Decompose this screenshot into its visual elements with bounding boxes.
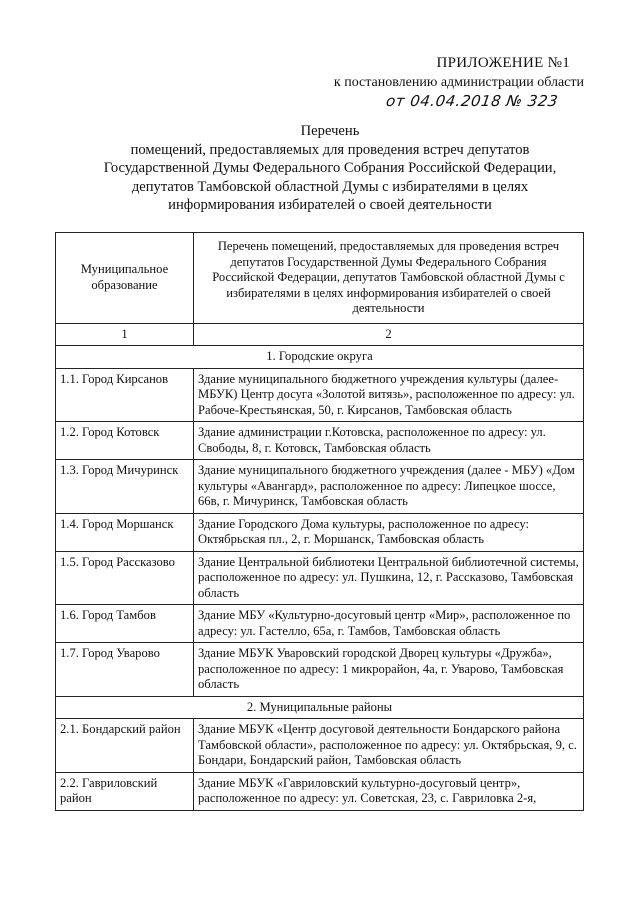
table-row: [56, 368, 584, 422]
document-title: [60, 122, 600, 215]
table-row: [56, 719, 584, 773]
premises-cell: Здание Центральной библиотеки Центральной библиотечной системы, расположенное по адресу: ул. Пушкина, 12, г. Рассказово, Тамбовская область: [194, 551, 584, 605]
municipality-cell: 1.6. Город Тамбов: [56, 605, 194, 643]
municipality-cell: 1.7. Город Уварово: [56, 643, 194, 697]
section-title: 2. Муниципальные районы: [56, 696, 584, 719]
section-row: [56, 346, 584, 369]
premises-cell: Здание МБУК «Гавриловский культурно-досуговый центр», расположенное по адресу: ул. Советская, 23, с. Гавриловка 2-я,: [194, 772, 584, 810]
appendix-block: [254, 55, 584, 110]
appendix-reference: к постановлению администрации области: [333, 75, 584, 90]
section-row: [56, 696, 584, 719]
column-number-row: [56, 323, 584, 346]
premises-cell: Здание МБУК Уваровский городской Дворец культуры «Дружба», расположенное по адресу: 1 микрорайон, 4а, г. Уварово, Тамбовская область: [194, 643, 584, 697]
table-row: [56, 643, 584, 697]
table-row: [56, 772, 584, 810]
table-row: [56, 513, 584, 551]
table-row: [56, 551, 584, 605]
municipality-cell: 1.3. Город Мичуринск: [56, 460, 194, 514]
premises-table: [55, 232, 584, 811]
table-row: [56, 605, 584, 643]
municipality-cell: 2.1. Бондарский район: [56, 719, 194, 773]
section-title: 1. Городские округа: [56, 346, 584, 369]
header-municipality: Муниципальное образование: [56, 233, 194, 324]
municipality-cell: 2.2. Гавриловский район: [56, 772, 194, 810]
title-line: помещений, предоставляемых для проведения встреч депутатов: [130, 141, 530, 158]
premises-cell: Здание муниципального бюджетного учреждения (далее - МБУ) «Дом культуры «Авангард», расположенное по адресу: Липецкое шоссе, 66в, г. Мичуринск, Тамбовская область: [194, 460, 584, 514]
premises-cell: Здание Городского Дома культуры, расположенное по адресу: Октябрьская пл., 2, г. Моршанск, Тамбовская область: [194, 513, 584, 551]
column-number: 2: [194, 323, 584, 346]
title-line: информирования избирателей о своей деятельности: [168, 197, 492, 213]
premises-cell: Здание муниципального бюджетного учреждения культуры (далее- МБУК) Центр досуга «Золотой витязь», расположенное по адресу: ул. Рабоче-Крестьянская, 50, г. Кирсанов, Тамбовская область: [194, 368, 584, 422]
municipality-cell: 1.5. Город Рассказово: [56, 551, 194, 605]
premises-cell: Здание МБУ «Культурно-досуговый центр «Мир», расположенное по адресу: ул. Гастелло, 65а, г. Тамбов, Тамбовская область: [194, 605, 584, 643]
municipality-cell: 1.4. Город Моршанск: [56, 513, 194, 551]
header-premises: Перечень помещений, предоставляемых для проведения встреч депутатов Государственной Думы Федерального Собрания Российской Федерации, депутатов Тамбовской областной Думы с избирателями в целях информирования избирателей о своей деятельности: [194, 233, 584, 324]
premises-cell: Здание администрации г.Котовска, расположенное по адресу: ул. Свободы, 8, г. Котовск, Тамбовская область: [194, 422, 584, 460]
table-row: [56, 460, 584, 514]
title-line: Государственной Думы Федерального Собрания Российской Федерации,: [103, 160, 557, 176]
column-number: 1: [56, 323, 194, 346]
title-line: Перечень: [300, 123, 360, 139]
municipality-cell: 1.1. Город Кирсанов: [56, 368, 194, 422]
handwritten-date-number: от 04.04.2018 № 323: [384, 92, 560, 110]
table-row: [56, 422, 584, 460]
municipality-cell: 1.2. Город Котовск: [56, 422, 194, 460]
appendix-title: ПРИЛОЖЕНИЕ №1: [436, 55, 570, 71]
title-line: депутатов Тамбовской областной Думы с избирателями в целях: [131, 178, 529, 195]
table-header-row: [56, 233, 584, 324]
premises-cell: Здание МБУК «Центр досуговой деятельности Бондарского района Тамбовской области», расположенное по адресу: ул. Октябрьская, 9, с. Бондари, Бондарский район, Тамбовская область: [194, 719, 584, 773]
